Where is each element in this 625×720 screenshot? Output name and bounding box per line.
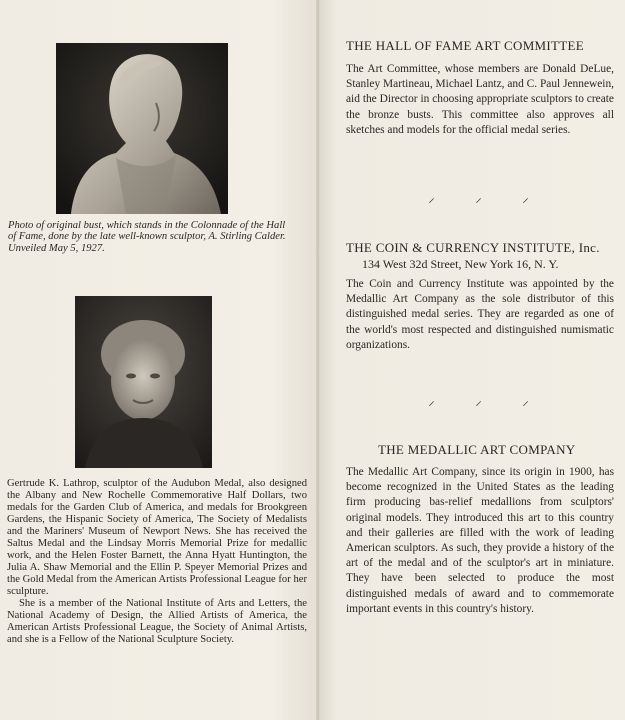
portrait-photo [75, 296, 212, 468]
institute-address: 134 West 32d Street, New York 16, N. Y. [362, 257, 559, 271]
ornament-mark: ⸝ [522, 393, 529, 408]
medallic-body: The Medallic Art Company, since its origin in 1900, has become recognized in the United States as the leading firm producing bas-relief medallions from sculptors' original models. They introduced this art to this country and their galleries are filled with the work of leading American sculptors. As such, they provide a history of the art of the medal and of the sculptor's art in miniature. They have been selected to produce the most distinguished medals of award and to commemorate important events in this country's history. [346, 466, 614, 615]
ornament-mark: ⸝ [475, 393, 482, 408]
bio-paragraph: Gertrude K. Lathrop, sculptor of the Audubon Medal, also designed the Albany and New Rochelle Commemorative Half Dollars, two medals for the Garden Club of America, and medals for Brookgreen Gardens, the Hispanic Society of America, The Society of Medalists and the Mariners' Museum of Newport News. She has received the Saltus Medal and the Lindsay Morris Memorial Prize for medallic work, and the Helen Foster Barnett, the Anna Hyatt Huntington, the Julia A. Shaw Memorial and the Ellin P. Speyer Memorial Prizes and the Gold Medal from the American Artists Professional League for her sculpture. [7, 478, 307, 597]
bust-caption: Photo of original bust, which stands in the Colonnade of the Hall of Fame, done by the late well-known sculptor, A. Stirling Calder. Unveiled May 5, 1927. [8, 220, 286, 254]
ornament-mark: ⸝ [428, 393, 435, 408]
ornament-divider [408, 188, 549, 206]
bust-image [56, 43, 228, 214]
bust-photo [56, 43, 228, 214]
medallic-title: THE MEDALLIC ART COMPANY [378, 442, 576, 457]
ornament-mark: ⸝ [522, 190, 529, 205]
portrait-image [75, 296, 212, 468]
bio-paragraph: She is a member of the National Institute of Arts and Letters, the National Academy of Design, the Allied Artists of America, the American Artists Professional League, the Society of Animal Artists, and she is a Fellow of the National Sculpture Society. [7, 598, 307, 645]
sculptor-biography [7, 478, 307, 646]
page-fold [316, 0, 320, 720]
institute-body: The Coin and Currency Institute was appointed by the Medallic Art Company as the sole distributor of this distinguished medal series. They are regarded as one of the world's most respected and distinguished numismatic organizations. [346, 278, 614, 351]
committee-body: The Art Committee, whose members are Donald DeLue, Stanley Martineau, Michael Lantz, and C. Paul Jennewein, aid the Director in choosing appropriate sculptors to create the bronze busts. This committee also approves all sketches and models for the official medal series. [346, 63, 614, 136]
ornament-mark: ⸝ [475, 190, 482, 205]
ornament-divider [408, 391, 549, 409]
ornament-mark: ⸝ [428, 190, 435, 205]
committee-title: THE HALL OF FAME ART COMMITTEE [346, 38, 585, 53]
institute-title: THE COIN & CURRENCY INSTITUTE, Inc. [346, 240, 600, 255]
